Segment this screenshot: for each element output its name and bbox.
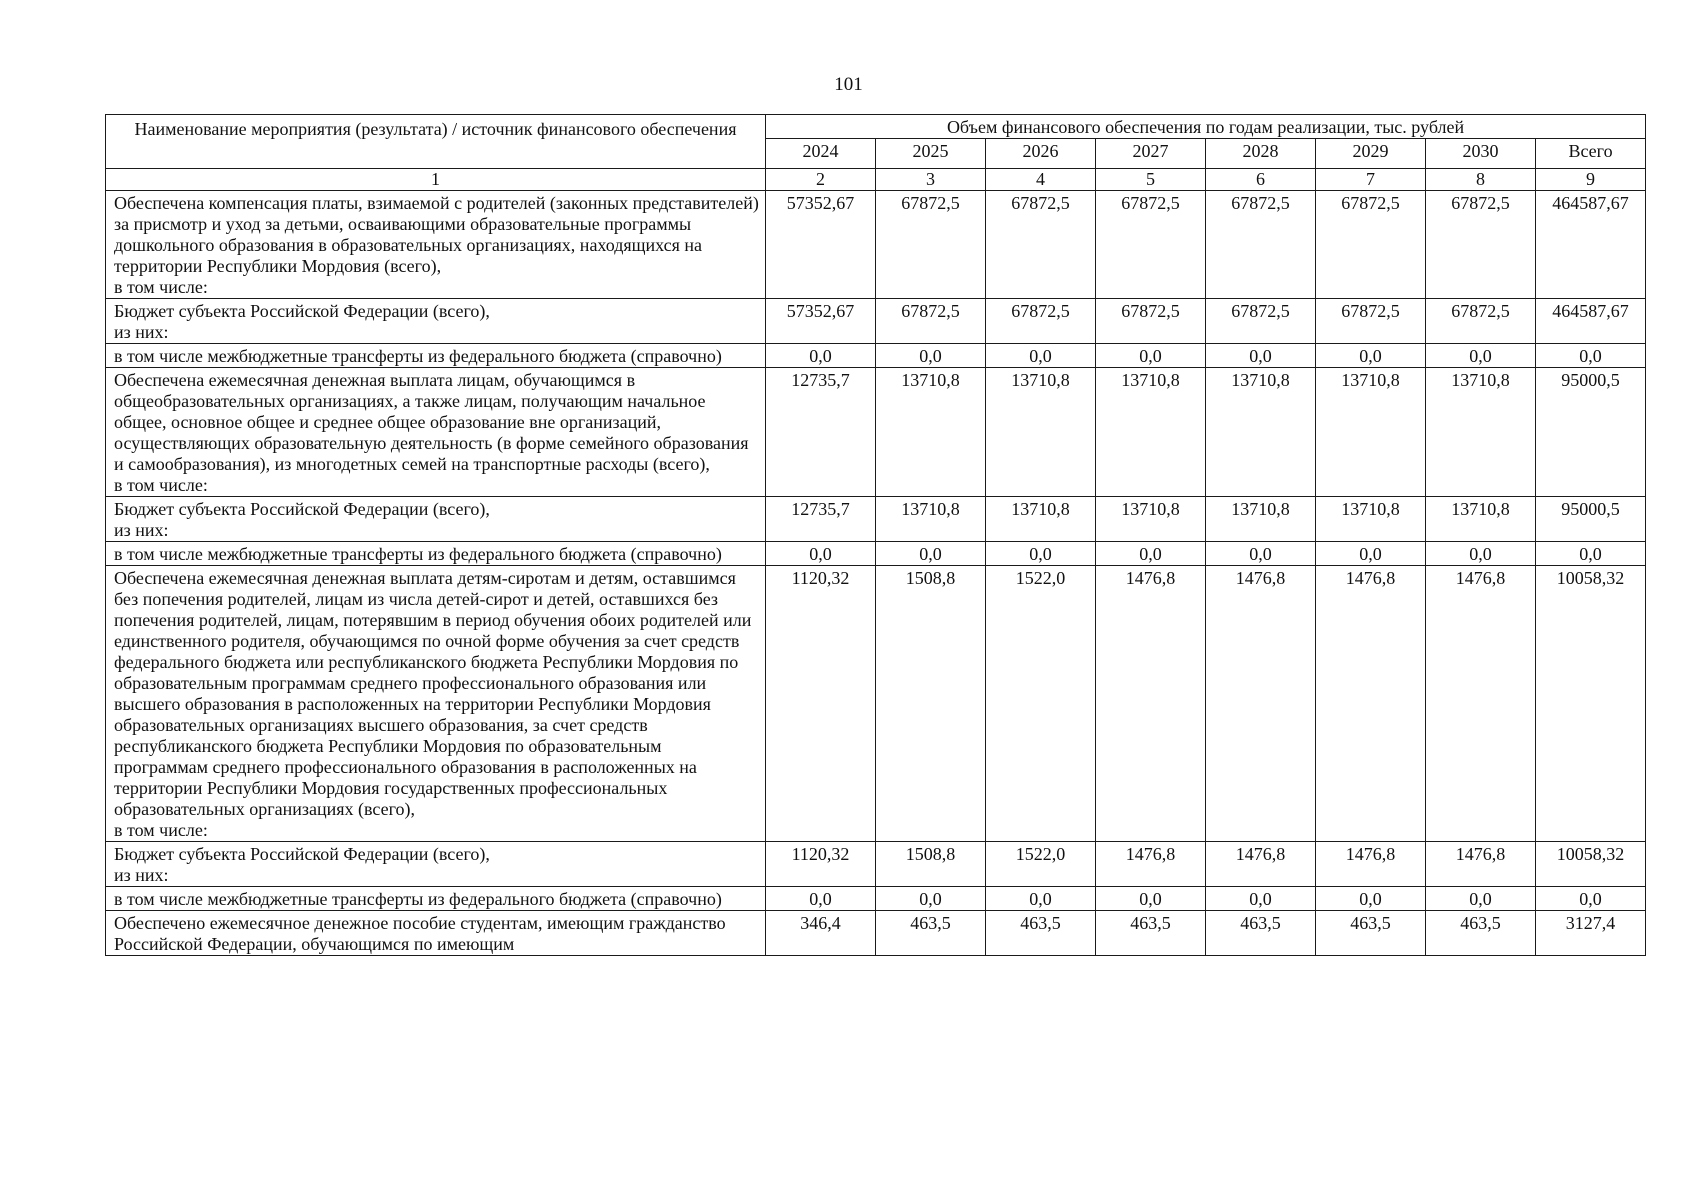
column-number: 3 — [876, 169, 986, 191]
column-number: 6 — [1206, 169, 1316, 191]
year-header: 2029 — [1316, 139, 1426, 169]
row-suffix: в том числе: — [114, 475, 208, 495]
year-value-cell: 1476,8 — [1206, 566, 1316, 842]
table-row — [106, 299, 1646, 344]
row-name: Обеспечена компенсация платы, взимаемой с родителей (законных представителей) за присмотр и уход за детьми, осваивающими образовательные программы дошкольного образования в образовательных организациях, находящихся на территории Республики Мордовия (всего), — [114, 193, 759, 276]
year-header: 2026 — [986, 139, 1096, 169]
year-value-cell: 12735,7 — [766, 497, 876, 542]
year-value-cell: 13710,8 — [876, 368, 986, 497]
year-value-cell: 0,0 — [1096, 542, 1206, 566]
year-value-cell: 0,0 — [766, 542, 876, 566]
year-value-cell: 1476,8 — [1426, 566, 1536, 842]
year-value-cell: 463,5 — [1316, 911, 1426, 956]
total-value-cell: 95000,5 — [1536, 497, 1646, 542]
year-header: 2027 — [1096, 139, 1206, 169]
row-name: Бюджет субъекта Российской Федерации (всего), — [114, 301, 490, 321]
year-value-cell: 13710,8 — [986, 368, 1096, 497]
year-value-cell: 67872,5 — [1096, 299, 1206, 344]
year-value-cell: 67872,5 — [986, 191, 1096, 299]
column-number: 8 — [1426, 169, 1536, 191]
row-name-cell — [106, 299, 766, 344]
header-volume-title: Объем финансового обеспечения по годам реализации, тыс. рублей — [766, 115, 1646, 139]
year-value-cell: 67872,5 — [1316, 191, 1426, 299]
year-header: 2028 — [1206, 139, 1316, 169]
row-name-cell — [106, 887, 766, 911]
year-value-cell: 463,5 — [1096, 911, 1206, 956]
year-value-cell: 13710,8 — [876, 497, 986, 542]
year-value-cell: 13710,8 — [1426, 368, 1536, 497]
year-value-cell: 67872,5 — [986, 299, 1096, 344]
year-value-cell: 0,0 — [1426, 542, 1536, 566]
year-value-cell: 0,0 — [1426, 887, 1536, 911]
year-value-cell: 0,0 — [1426, 344, 1536, 368]
year-value-cell: 1476,8 — [1316, 842, 1426, 887]
row-name-cell — [106, 191, 766, 299]
year-value-cell: 0,0 — [1096, 887, 1206, 911]
year-value-cell: 0,0 — [766, 887, 876, 911]
year-value-cell: 13710,8 — [1316, 497, 1426, 542]
page-number: 101 — [834, 74, 863, 95]
table-row — [106, 368, 1646, 497]
year-value-cell: 1120,32 — [766, 842, 876, 887]
year-value-cell: 57352,67 — [766, 299, 876, 344]
table-row — [106, 191, 1646, 299]
header-row-column-numbers — [106, 169, 1646, 191]
year-value-cell: 67872,5 — [876, 299, 986, 344]
year-value-cell: 13710,8 — [1426, 497, 1536, 542]
row-name: в том числе межбюджетные трансферты из федерального бюджета (справочно) — [114, 889, 722, 909]
year-value-cell: 13710,8 — [1096, 497, 1206, 542]
column-number: 5 — [1096, 169, 1206, 191]
row-name: в том числе межбюджетные трансферты из федерального бюджета (справочно) — [114, 544, 722, 564]
year-header: 2030 — [1426, 139, 1536, 169]
year-value-cell: 1476,8 — [1316, 566, 1426, 842]
row-name: Обеспечено ежемесячное денежное пособие студентам, имеющим гражданство Российской Федерации, обучающимся по имеющим — [114, 913, 726, 954]
row-name-cell — [106, 911, 766, 956]
row-name: Бюджет субъекта Российской Федерации (всего), — [114, 844, 490, 864]
year-value-cell: 13710,8 — [1206, 497, 1316, 542]
row-name-cell — [106, 566, 766, 842]
year-value-cell: 463,5 — [1206, 911, 1316, 956]
table-row — [106, 842, 1646, 887]
row-suffix: из них: — [114, 865, 169, 885]
year-value-cell: 0,0 — [1206, 542, 1316, 566]
total-value-cell: 464587,67 — [1536, 191, 1646, 299]
year-value-cell: 0,0 — [986, 344, 1096, 368]
row-name-cell — [106, 842, 766, 887]
year-value-cell: 13710,8 — [1096, 368, 1206, 497]
column-number: 9 — [1536, 169, 1646, 191]
year-value-cell: 0,0 — [876, 542, 986, 566]
year-value-cell: 0,0 — [1316, 542, 1426, 566]
year-value-cell: 1508,8 — [876, 566, 986, 842]
year-value-cell: 346,4 — [766, 911, 876, 956]
table-row — [106, 344, 1646, 368]
year-value-cell: 13710,8 — [986, 497, 1096, 542]
year-value-cell: 1476,8 — [1096, 842, 1206, 887]
total-value-cell: 3127,4 — [1536, 911, 1646, 956]
table-row — [106, 566, 1646, 842]
year-value-cell: 1508,8 — [876, 842, 986, 887]
row-suffix: из них: — [114, 520, 169, 540]
row-suffix: в том числе: — [114, 277, 208, 297]
total-value-cell: 0,0 — [1536, 542, 1646, 566]
row-name-cell — [106, 497, 766, 542]
total-value-cell: 10058,32 — [1536, 842, 1646, 887]
year-value-cell: 1522,0 — [986, 842, 1096, 887]
row-name-cell — [106, 368, 766, 497]
year-value-cell: 0,0 — [1206, 344, 1316, 368]
year-value-cell: 463,5 — [986, 911, 1096, 956]
column-number: 4 — [986, 169, 1096, 191]
year-value-cell: 0,0 — [876, 887, 986, 911]
year-header: 2025 — [876, 139, 986, 169]
total-value-cell: 10058,32 — [1536, 566, 1646, 842]
table-row — [106, 497, 1646, 542]
header-name-cell: Наименование мероприятия (результата) / источник финансового обеспечения — [106, 115, 766, 169]
year-value-cell: 463,5 — [1426, 911, 1536, 956]
year-value-cell: 0,0 — [1316, 887, 1426, 911]
year-value-cell: 67872,5 — [1426, 299, 1536, 344]
column-number: 2 — [766, 169, 876, 191]
year-value-cell: 57352,67 — [766, 191, 876, 299]
year-value-cell: 12735,7 — [766, 368, 876, 497]
total-value-cell: 464587,67 — [1536, 299, 1646, 344]
row-name-cell — [106, 542, 766, 566]
total-value-cell: 0,0 — [1536, 887, 1646, 911]
financing-table — [105, 114, 1646, 956]
row-suffix: из них: — [114, 322, 169, 342]
year-value-cell: 463,5 — [876, 911, 986, 956]
row-name-cell — [106, 344, 766, 368]
year-value-cell: 1522,0 — [986, 566, 1096, 842]
year-value-cell: 13710,8 — [1316, 368, 1426, 497]
total-value-cell: 95000,5 — [1536, 368, 1646, 497]
header-row-title — [106, 115, 1646, 139]
year-value-cell: 67872,5 — [1426, 191, 1536, 299]
year-value-cell: 0,0 — [1316, 344, 1426, 368]
year-value-cell: 67872,5 — [876, 191, 986, 299]
year-header: 2024 — [766, 139, 876, 169]
row-name: Обеспечена ежемесячная денежная выплата детям-сиротам и детям, оставшимся без попечения родителей, лицам из числа детей-сирот и детей, оставшихся без попечения родителей, лицам, потерявшим в период обучения обоих родителей или единственного родителя, обучающимся по очной форме обучения за счет средств федерального бюджета или республиканского бюджета Республики Мордовия по образовательным программам среднего профессионального образования или высшего образования в расположенных на территории Республики Мордовия образовательных организациях высшего образования, за счет средств республиканского бюджета Республики Мордовия по образовательным программам среднего профессионального образования в расположенных на территории Республики Мордовия государственных профессиональных образовательных организациях (всего), — [114, 568, 752, 819]
year-value-cell: 67872,5 — [1206, 191, 1316, 299]
year-value-cell: 0,0 — [986, 542, 1096, 566]
year-value-cell: 0,0 — [766, 344, 876, 368]
table-row — [106, 911, 1646, 956]
year-value-cell: 1476,8 — [1426, 842, 1536, 887]
table-row — [106, 887, 1646, 911]
row-name: Обеспечена ежемесячная денежная выплата лицам, обучающимся в общеобразовательных организациях, а также лицам, получающим начальное общее, основное общее и среднее общее образование вне организаций, осуществляющих образовательную деятельность (в форме семейного образования и самообразования), из многодетных семей на транспортные расходы (всего), — [114, 370, 749, 474]
row-name: Бюджет субъекта Российской Федерации (всего), — [114, 499, 490, 519]
year-value-cell: 13710,8 — [1206, 368, 1316, 497]
column-number: 1 — [106, 169, 766, 191]
year-value-cell: 67872,5 — [1316, 299, 1426, 344]
table-row — [106, 542, 1646, 566]
year-value-cell: 0,0 — [1206, 887, 1316, 911]
total-value-cell: 0,0 — [1536, 344, 1646, 368]
year-value-cell: 67872,5 — [1096, 191, 1206, 299]
year-value-cell: 0,0 — [876, 344, 986, 368]
column-number: 7 — [1316, 169, 1426, 191]
year-value-cell: 1120,32 — [766, 566, 876, 842]
year-value-cell: 0,0 — [986, 887, 1096, 911]
year-value-cell: 1476,8 — [1206, 842, 1316, 887]
row-suffix: в том числе: — [114, 820, 208, 840]
total-header: Всего — [1536, 139, 1646, 169]
year-value-cell: 1476,8 — [1096, 566, 1206, 842]
row-name: в том числе межбюджетные трансферты из федерального бюджета (справочно) — [114, 346, 722, 366]
year-value-cell: 67872,5 — [1206, 299, 1316, 344]
year-value-cell: 0,0 — [1096, 344, 1206, 368]
